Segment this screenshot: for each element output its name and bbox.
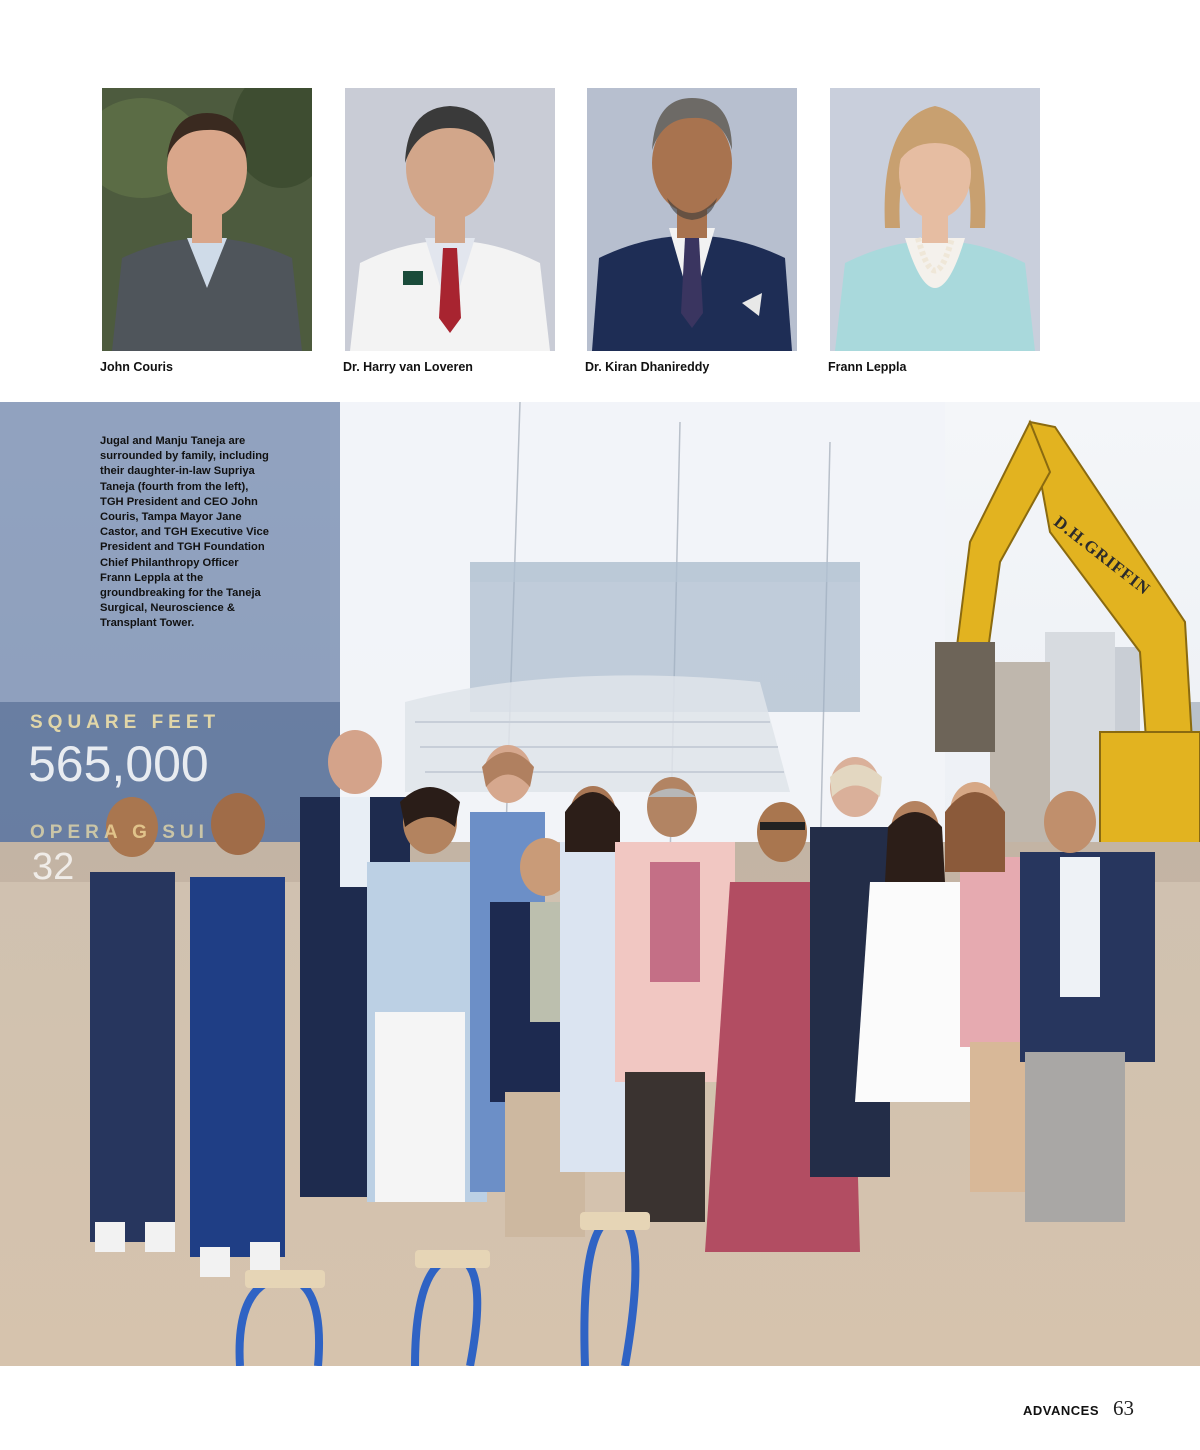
portrait-john-couris: [102, 88, 312, 351]
magazine-name: ADVANCES: [1023, 1403, 1099, 1418]
page-number: 63: [1113, 1396, 1134, 1420]
portrait-photo: [345, 88, 555, 351]
portrait-kiran-dhanireddy: [587, 88, 797, 351]
page-footer: [1023, 1396, 1134, 1421]
signage-square-feet-label: SQUARE FEET: [30, 712, 221, 733]
signage-square-feet-value: 565,000: [28, 736, 209, 792]
signage-operating-label: OPERA G SUI: [30, 822, 209, 843]
portrait-caption: Frann Leppla: [828, 360, 907, 374]
excavator-brand-text: D.H.GRIFFIN: [1050, 512, 1155, 599]
portrait-caption: Dr. Kiran Dhanireddy: [585, 360, 710, 374]
photo-caption: Jugal and Manju Taneja are surrounded by family, including their daughter-in-law Supriya Taneja (fourth from the left), TGH President and CEO John Couris, Tampa Mayor Jane Castor, and TGH Executive Vice President and TGH Foundation Chief Philanthropy Officer Frann Leppla at the groundbreaking for the Taneja Surgical, Neuroscience & Transplant Tower.: [100, 435, 269, 630]
portrait-frann-leppla: [830, 88, 1040, 351]
portrait-caption: Dr. Harry van Loveren: [343, 360, 473, 374]
portrait-photo: [102, 88, 312, 351]
signage-operating-value: 32: [32, 846, 75, 888]
portrait-photo: [830, 88, 1040, 351]
portrait-caption: John Couris: [100, 360, 173, 374]
portrait-harry-van-loveren: [345, 88, 555, 351]
portrait-photo: [587, 88, 797, 351]
